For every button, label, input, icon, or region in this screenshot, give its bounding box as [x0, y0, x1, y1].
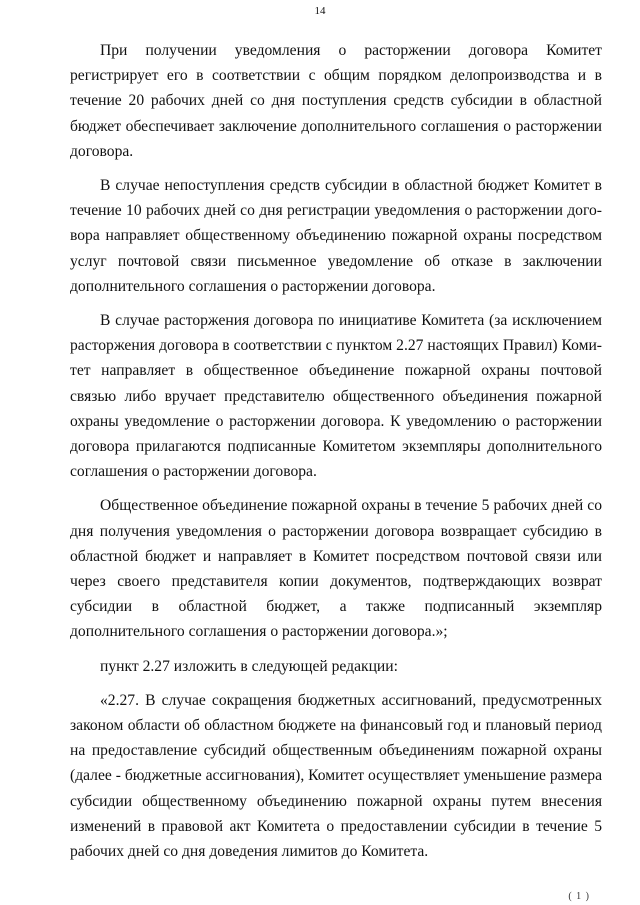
paragraph-clause-amendment-intro: пункт 2.27 изложить в следующей редакции:: [100, 657, 398, 675]
document-body: [70, 38, 602, 864]
paragraph-non-receipt-of-funds: В случае непоступления средств субсидии в областной бюджет Комитет в течение 10 рабочих дней со дня регистрации уведомления о расторжении договора направляет общественному объединению пожарной охраны посредством услуг почтовой связи письменное уведомление об отказе в заключении дополнительного соглашения о расторжении договора.: [70, 177, 602, 295]
footer-mark: ( 1 ): [568, 891, 590, 902]
paragraph-committee-initiative-termination: В случае расторжения договора по инициативе Комитета (за исключением расторжения договора в соответствии с пунктом 2.27 настоящих Правил) Комитет направляет в общественное объединение пожарной охраны почтовой связью либо вручает представителю общественного объединения пожарной охраны уведомление о расторжении договора. К уведомлению о расторжении договора прилагаются подписанные Комитетом экземпляры дополнительного соглашения о расторжении договора.: [70, 312, 602, 481]
paragraph-termination-notice-registration: При получении уведомления о расторжении договора Комитет регистрирует его в соответствии с общим порядком делопроизводства и в течение 20 рабочих дней со дня поступления средств субсидии в областной бюджет обеспечивает заключение дополнительного соглашения о расторжении договора.: [70, 42, 602, 160]
paragraph-subsidy-return: Общественное объединение пожарной охраны в течение 5 рабочих дней со дня получения уведомления о расторжении договора возвращает субсидию в областной бюджет и направляет в Комитет посредством почтовой связи или через своего представителя копии документов, подтверждающих возврат субсидии в областной бюджет, а также подписанный экземпляр дополнительного соглашения о расторжении договора.»;: [70, 497, 602, 641]
paragraph-clause-2-27: «2.27. В случае сокращения бюджетных ассигнований, предусмотренных законом области об областном бюджете на финансовый год и плановый период на предоставление субсидий общественным объединениям пожарной охраны (далее - бюджетные ассигнования), Комитет осуществляет уменьшение размера субсидии общественному объединению пожарной охраны путем внесения изменений в правовой акт Комитета о предоставлении субсидии в течение 5 рабочих дней со дня доведения лимитов до Комитета.: [70, 691, 602, 861]
page-number: 14: [314, 5, 326, 17]
